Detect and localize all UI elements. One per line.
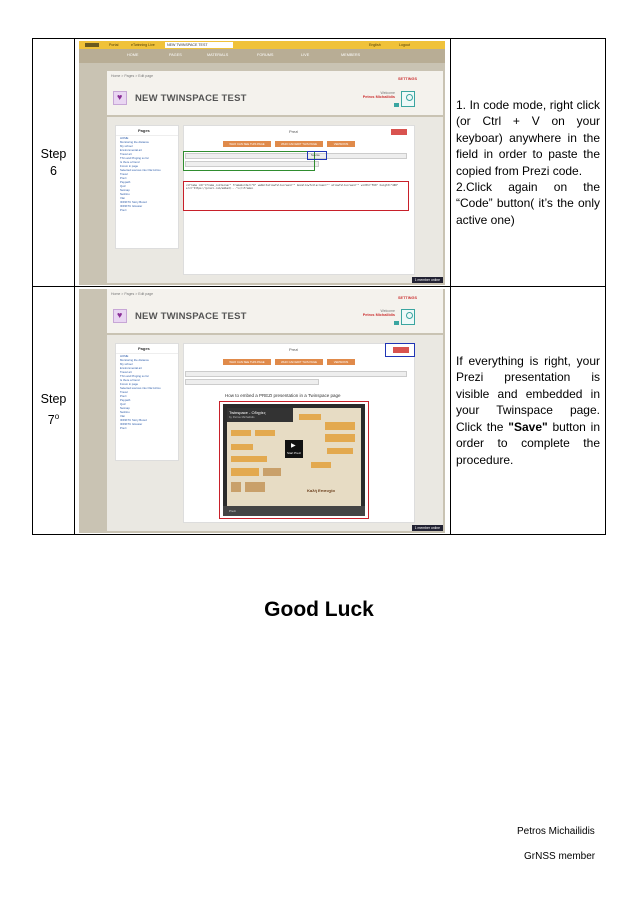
who-can-see-button[interactable]: WHO CAN SEE THIS PAGE <box>223 141 271 147</box>
versions-button[interactable]: VERSIONS <box>327 359 355 365</box>
pages-heading: Pages <box>116 344 178 354</box>
nav-members[interactable]: MEMBERS <box>341 52 361 57</box>
sidebar-item[interactable]: Vlai <box>120 195 125 200</box>
nav-forums[interactable]: FORUMS <box>257 52 274 57</box>
prezi-author: by Petros Michailidis <box>229 414 255 419</box>
space-title: NEW TWINSPACE TEST <box>135 92 247 104</box>
portal-topbar <box>79 41 445 49</box>
sidebar-item[interactable]: Vlai <box>120 413 125 418</box>
sidebar-item[interactable]: Monitoring the distance <box>120 139 149 144</box>
sidebar-item[interactable]: Nettrino <box>120 191 130 196</box>
code-button-label: Source <box>311 152 320 157</box>
sidebar-item[interactable]: My school <box>120 361 133 366</box>
sidebar-item[interactable]: Forum in page <box>120 163 139 168</box>
logout-link[interactable]: Logout <box>399 42 410 47</box>
prezi-frame <box>245 482 265 492</box>
members-online-badge: 1 member online <box>412 277 443 283</box>
step-7-screenshot-cell <box>75 287 451 535</box>
step-6-screenshot-cell <box>75 39 451 287</box>
sidebar-item[interactable]: IDINKTU Glossier <box>120 421 143 426</box>
sidebar-item[interactable]: HOME <box>120 135 129 140</box>
start-prezi-label: Start Prezi <box>286 450 301 455</box>
sidebar-item[interactable]: HOME <box>120 353 129 358</box>
embedded-prezi[interactable] <box>223 404 365 516</box>
pages-sidebar <box>115 343 179 461</box>
who-can-edit-button[interactable]: WHO CAN EDIT THIS PAGE <box>275 359 323 365</box>
step-7-save-word: "Save" <box>508 419 548 434</box>
prezi-frame <box>327 448 353 454</box>
who-can-see-button[interactable]: WHO CAN SEE THIS PAGE <box>223 359 271 365</box>
save-button[interactable] <box>391 129 407 135</box>
step-7-label <box>33 287 75 535</box>
sidebar-item[interactable]: Monitoring the distance <box>120 357 149 362</box>
step-7-label-word: Step <box>40 392 67 407</box>
avatar-icon[interactable] <box>401 309 415 325</box>
prezi-frame <box>299 414 321 420</box>
step-6-instructions <box>451 39 606 287</box>
tab-twinspace[interactable]: NEW TWINSPACE TEST <box>165 42 233 48</box>
prezi-frame <box>263 468 281 476</box>
page-name: Prezi <box>289 128 299 134</box>
sidebar-item[interactable]: Prezi <box>120 175 127 180</box>
steps-table <box>32 38 606 535</box>
tab-portal[interactable]: Portal <box>109 42 119 47</box>
who-can-edit-button[interactable]: WHO CAN EDIT THIS PAGE <box>275 141 323 147</box>
prezi-frame <box>325 434 355 442</box>
sidebar-item[interactable]: Is there a friend <box>120 377 140 382</box>
good-luck-heading: Good Luck <box>264 598 374 621</box>
sidebar-item[interactable]: Netmap <box>120 187 130 192</box>
prezi-frame <box>311 462 331 468</box>
prezi-title-box <box>227 408 293 422</box>
step-7-instructions <box>451 287 606 535</box>
pages-sidebar <box>115 125 179 249</box>
sidebar-item[interactable]: Travel art <box>120 369 132 374</box>
avatar-icon[interactable] <box>401 91 415 107</box>
etwinning-logo <box>85 43 99 47</box>
tab-etwinning-live[interactable]: eTwinning Live <box>131 42 155 47</box>
mail-icon[interactable] <box>394 321 399 325</box>
step-6-screenshot <box>79 41 445 285</box>
prezi-caption: Καλή Επιτυχία <box>307 487 335 493</box>
prezi-frame <box>231 456 267 462</box>
step-6-label <box>33 39 75 287</box>
mail-icon[interactable] <box>394 103 399 107</box>
main-nav <box>79 49 445 63</box>
start-prezi-button[interactable] <box>285 440 303 458</box>
sidebar-item[interactable]: Nettrino <box>120 409 130 414</box>
versions-button[interactable]: VERSIONS <box>327 141 355 147</box>
step-7-screenshot <box>79 289 445 533</box>
breadcrumb: Home > Pages > Edit page <box>111 73 154 78</box>
author-name: Petros Michailidis <box>517 826 595 837</box>
step-6-instruction-1: 1. In code mode, right click (or Ctrl + V on your keyboar) anywhere in the field in order to paste the copied from Prezi code. <box>456 97 600 178</box>
prezi-frame <box>231 430 251 436</box>
step-6-label-word: Step <box>40 146 67 161</box>
sidebar-item[interactable]: Travel <box>120 171 128 176</box>
user-name[interactable]: Petros Michailidis <box>362 312 395 317</box>
step-7-number: 7 <box>47 413 55 428</box>
nav-home[interactable]: HOME <box>127 52 139 57</box>
sidebar-item[interactable]: Environmental art <box>120 147 142 152</box>
breadcrumb: Home > Pages > Edit page <box>111 291 154 296</box>
sidebar-item[interactable]: Prezi <box>120 425 127 430</box>
sidebar-item[interactable]: Prezi <box>120 393 127 398</box>
nav-live[interactable]: LIVE <box>301 52 310 57</box>
step-7-row <box>33 287 606 535</box>
sidebar-item[interactable]: Thin and Pinging so far <box>120 155 149 160</box>
settings-link[interactable]: SETTINGS <box>398 76 417 81</box>
members-online-badge: 1 member online <box>412 525 443 531</box>
prezi-frame <box>231 444 253 450</box>
nav-pages[interactable]: PAGES <box>169 52 182 57</box>
step-7-number-wrap <box>33 408 74 429</box>
heart-icon <box>113 309 127 323</box>
pages-heading: Pages <box>116 126 178 136</box>
prezi-frame <box>325 422 355 430</box>
sidebar-item[interactable]: Paypath <box>120 179 131 184</box>
sidebar-item[interactable]: My school <box>120 143 133 148</box>
step-7-instruction-start: If everything is right, your Prezi presentation is visible and embedded in your Twinspace page. Click the <box>456 354 600 434</box>
prezi-frame <box>231 468 259 476</box>
sidebar-item[interactable]: IDINKTU Story Bored <box>120 417 147 422</box>
sidebar-item[interactable]: Environmental art <box>120 365 142 370</box>
sidebar-item[interactable]: Quiz <box>120 183 126 188</box>
welcome-block <box>363 91 395 99</box>
editor-toolbar <box>185 371 407 377</box>
step-7-instruction-end: button in order to complete the procedure. <box>456 419 600 467</box>
pasted-code[interactable]: <iframe id="iframe_container" frameborder="0" webkitallowfullscreen="" mozallowfullscreen="" allowfullscreen="" width="550" height="400" src="https://prezi.com/embed/..."></iframe> <box>186 183 399 190</box>
green-highlight <box>183 151 315 171</box>
sidebar-item[interactable]: Is there a friend <box>120 159 140 164</box>
sidebar-item[interactable]: Travel art <box>120 151 132 156</box>
settings-link[interactable]: SETTINGS <box>398 295 417 300</box>
page-name: Prezi <box>289 346 299 352</box>
sidebar-item[interactable]: IDINKTU Glossier <box>120 203 143 208</box>
welcome-text: Welcome <box>380 308 395 313</box>
sidebar-item[interactable]: Thin and Pinging so far <box>120 373 149 378</box>
embed-title: How to embed a PREZI presentation in a Twinspace page <box>225 392 341 398</box>
code-button-highlight[interactable] <box>307 151 327 160</box>
prezi-control-bar[interactable] <box>223 506 365 516</box>
prezi-frame <box>231 482 241 492</box>
step-6-number: 6 <box>50 163 57 178</box>
sidebar-item[interactable]: Forum in page <box>120 381 139 386</box>
sidebar-item[interactable]: Selected sources into Ola Gizmo <box>120 167 161 172</box>
pasted-code-highlight <box>183 181 409 211</box>
sidebar-item[interactable]: Selected sources into Ola Gizmo <box>120 385 161 390</box>
prezi-bar-label: Prezi <box>229 508 236 513</box>
heart-icon <box>113 91 127 105</box>
sidebar-item[interactable]: Prezi <box>120 207 127 212</box>
nav-materials[interactable]: MATERIALS <box>207 52 229 57</box>
author-affiliation: GrNSS member <box>524 851 596 862</box>
save-button-highlight[interactable] <box>385 343 415 357</box>
sidebar-item[interactable]: Netmap <box>120 405 130 410</box>
language-select[interactable]: English <box>369 42 381 47</box>
editor-toolbar-row2 <box>185 379 319 385</box>
prezi-frame <box>255 430 275 436</box>
welcome-text: Welcome <box>380 90 395 95</box>
space-title: NEW TWINSPACE TEST <box>135 310 247 322</box>
step-6-row <box>33 39 606 287</box>
step-7-superscript: o <box>54 412 60 422</box>
prezi-title: Twinspace - Οδηγίες <box>229 409 266 415</box>
sidebar-item[interactable]: Quiz <box>120 401 126 406</box>
sidebar-item[interactable]: Travel <box>120 389 128 394</box>
user-name[interactable]: Petros Michailidis <box>362 94 395 99</box>
sidebar-item[interactable]: IDINKTU Story Bored <box>120 199 147 204</box>
welcome-block <box>363 309 395 317</box>
sidebar-item[interactable]: Paypath <box>120 397 131 402</box>
step-6-instruction-2: 2.Click again on the “Code” button( it’s the only active one) <box>456 179 600 227</box>
